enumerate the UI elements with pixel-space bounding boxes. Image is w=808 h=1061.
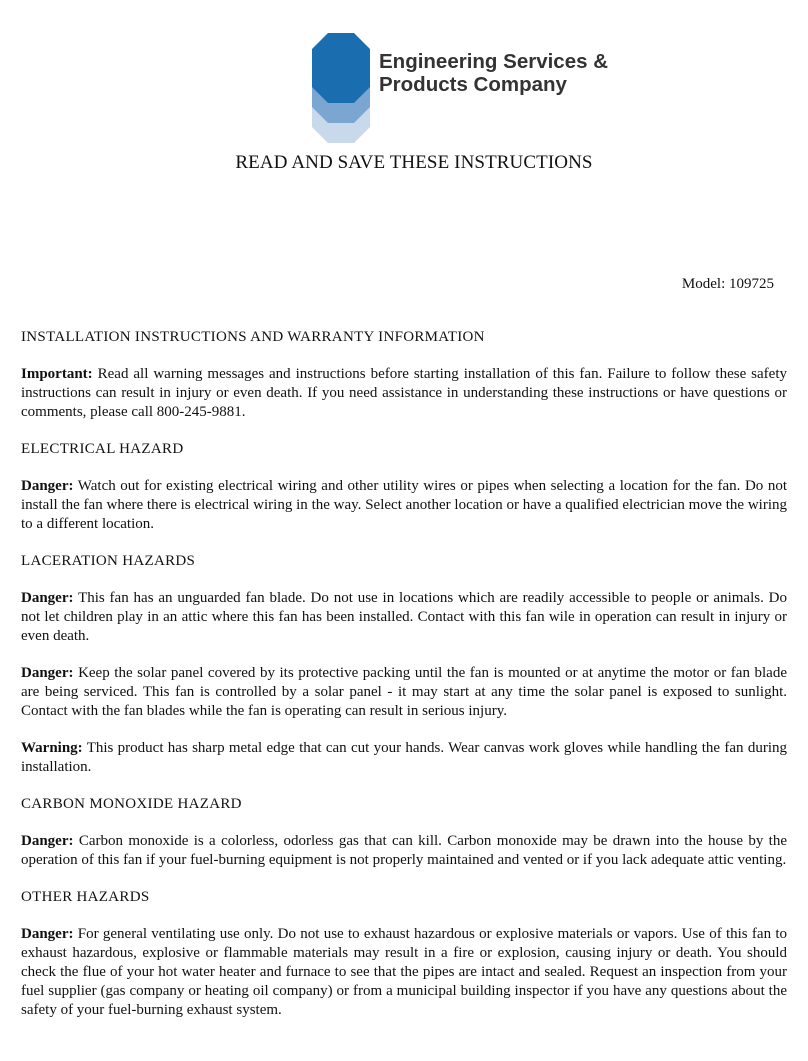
company-name: [379, 50, 608, 96]
laceration-danger2-paragraph: [21, 664, 787, 721]
laceration-danger2-text: Keep the solar panel covered by its protective packing until the fan is mounted or at anytime the motor or fan blade are being serviced. This fan is controlled by a solar panel - it may start at any time the solar panel is exposed to sunlight. Contact with the fan blades while the fan is operating can result in serious injury.: [21, 665, 787, 719]
laceration-danger1-paragraph: [21, 589, 787, 646]
electrical-heading: ELECTRICAL HAZARD: [21, 441, 184, 457]
model-number: Model: 109725: [681, 276, 774, 292]
electrical-danger-paragraph: [21, 477, 787, 534]
laceration-heading: LACERATION HAZARDS: [21, 553, 196, 569]
carbon-danger-text: Carbon monoxide is a colorless, odorless gas that can kill. Carbon monoxide may be drawn into the house by the operation of this fan if your fuel-burning equipment is not properly maintained and vented or if you lack adequate attic venting.: [21, 833, 787, 868]
laceration-warning-label: Warning:: [21, 740, 83, 756]
document-body: [21, 328, 787, 1038]
other-danger-paragraph: [21, 925, 787, 1020]
company-name-line1: Engineering Services &: [379, 50, 609, 73]
logo-top-shape: [312, 33, 370, 103]
laceration-warning-paragraph: [21, 739, 787, 777]
page-title: READ AND SAVE THESE INSTRUCTIONS: [235, 152, 593, 173]
other-danger-label: Danger:: [21, 926, 74, 942]
laceration-danger2-label: Danger:: [21, 665, 74, 681]
electrical-danger-label: Danger:: [21, 478, 74, 494]
company-logo: [312, 33, 642, 145]
laceration-warning-text: This product has sharp metal edge that can cut your hands. Wear canvas work gloves while handling the fan during installation.: [21, 740, 787, 775]
laceration-danger1-text: This fan has an unguarded fan blade. Do not use in locations which are readily accessible to people or animals. Do not let children play in an attic where this fan has been installed. Contact with this fan wile in operation can result in injury or even death.: [21, 590, 787, 644]
octagon-logo-icon: [312, 33, 370, 145]
company-name-line2: Products Company: [379, 73, 567, 96]
carbon-heading: CARBON MONOXIDE HAZARD: [21, 796, 242, 812]
carbon-danger-label: Danger:: [21, 833, 74, 849]
important-paragraph: [21, 365, 787, 422]
electrical-danger-text: Watch out for existing electrical wiring and other utility wires or pipes when selecting a location for the fan. Do not install the fan where there is electrical wiring in the way. Select another location or have a qualified electrician move the wiring to a different location.: [21, 478, 787, 532]
important-text: Read all warning messages and instructions before starting installation of this fan. Failure to follow these safety instructions can result in injury or even death. If you need assistance in understanding these instructions or have questions or comments, please call 800-245-9881.: [21, 366, 787, 420]
other-danger-text: For general ventilating use only. Do not use to exhaust hazardous or explosive materials or vapors. Use of this fan to exhaust hazardous, explosive or flammable materials may result in a fire or explosion, causing injury or death. You should check the flue of your hot water heater and furnace to see that the pipes are intact and sealed. Request an inspection from your fuel supplier (gas company or heating oil company) or from a municipal building inspector if you have any questions about the safety of your fuel-burning exhaust system.: [21, 926, 788, 1018]
other-heading: OTHER HAZARDS: [21, 889, 150, 905]
important-label: Important:: [21, 366, 93, 382]
carbon-danger-paragraph: [21, 832, 787, 870]
laceration-danger1-label: Danger:: [21, 590, 74, 606]
intro-heading: INSTALLATION INSTRUCTIONS AND WARRANTY INFORMATION: [21, 329, 485, 345]
